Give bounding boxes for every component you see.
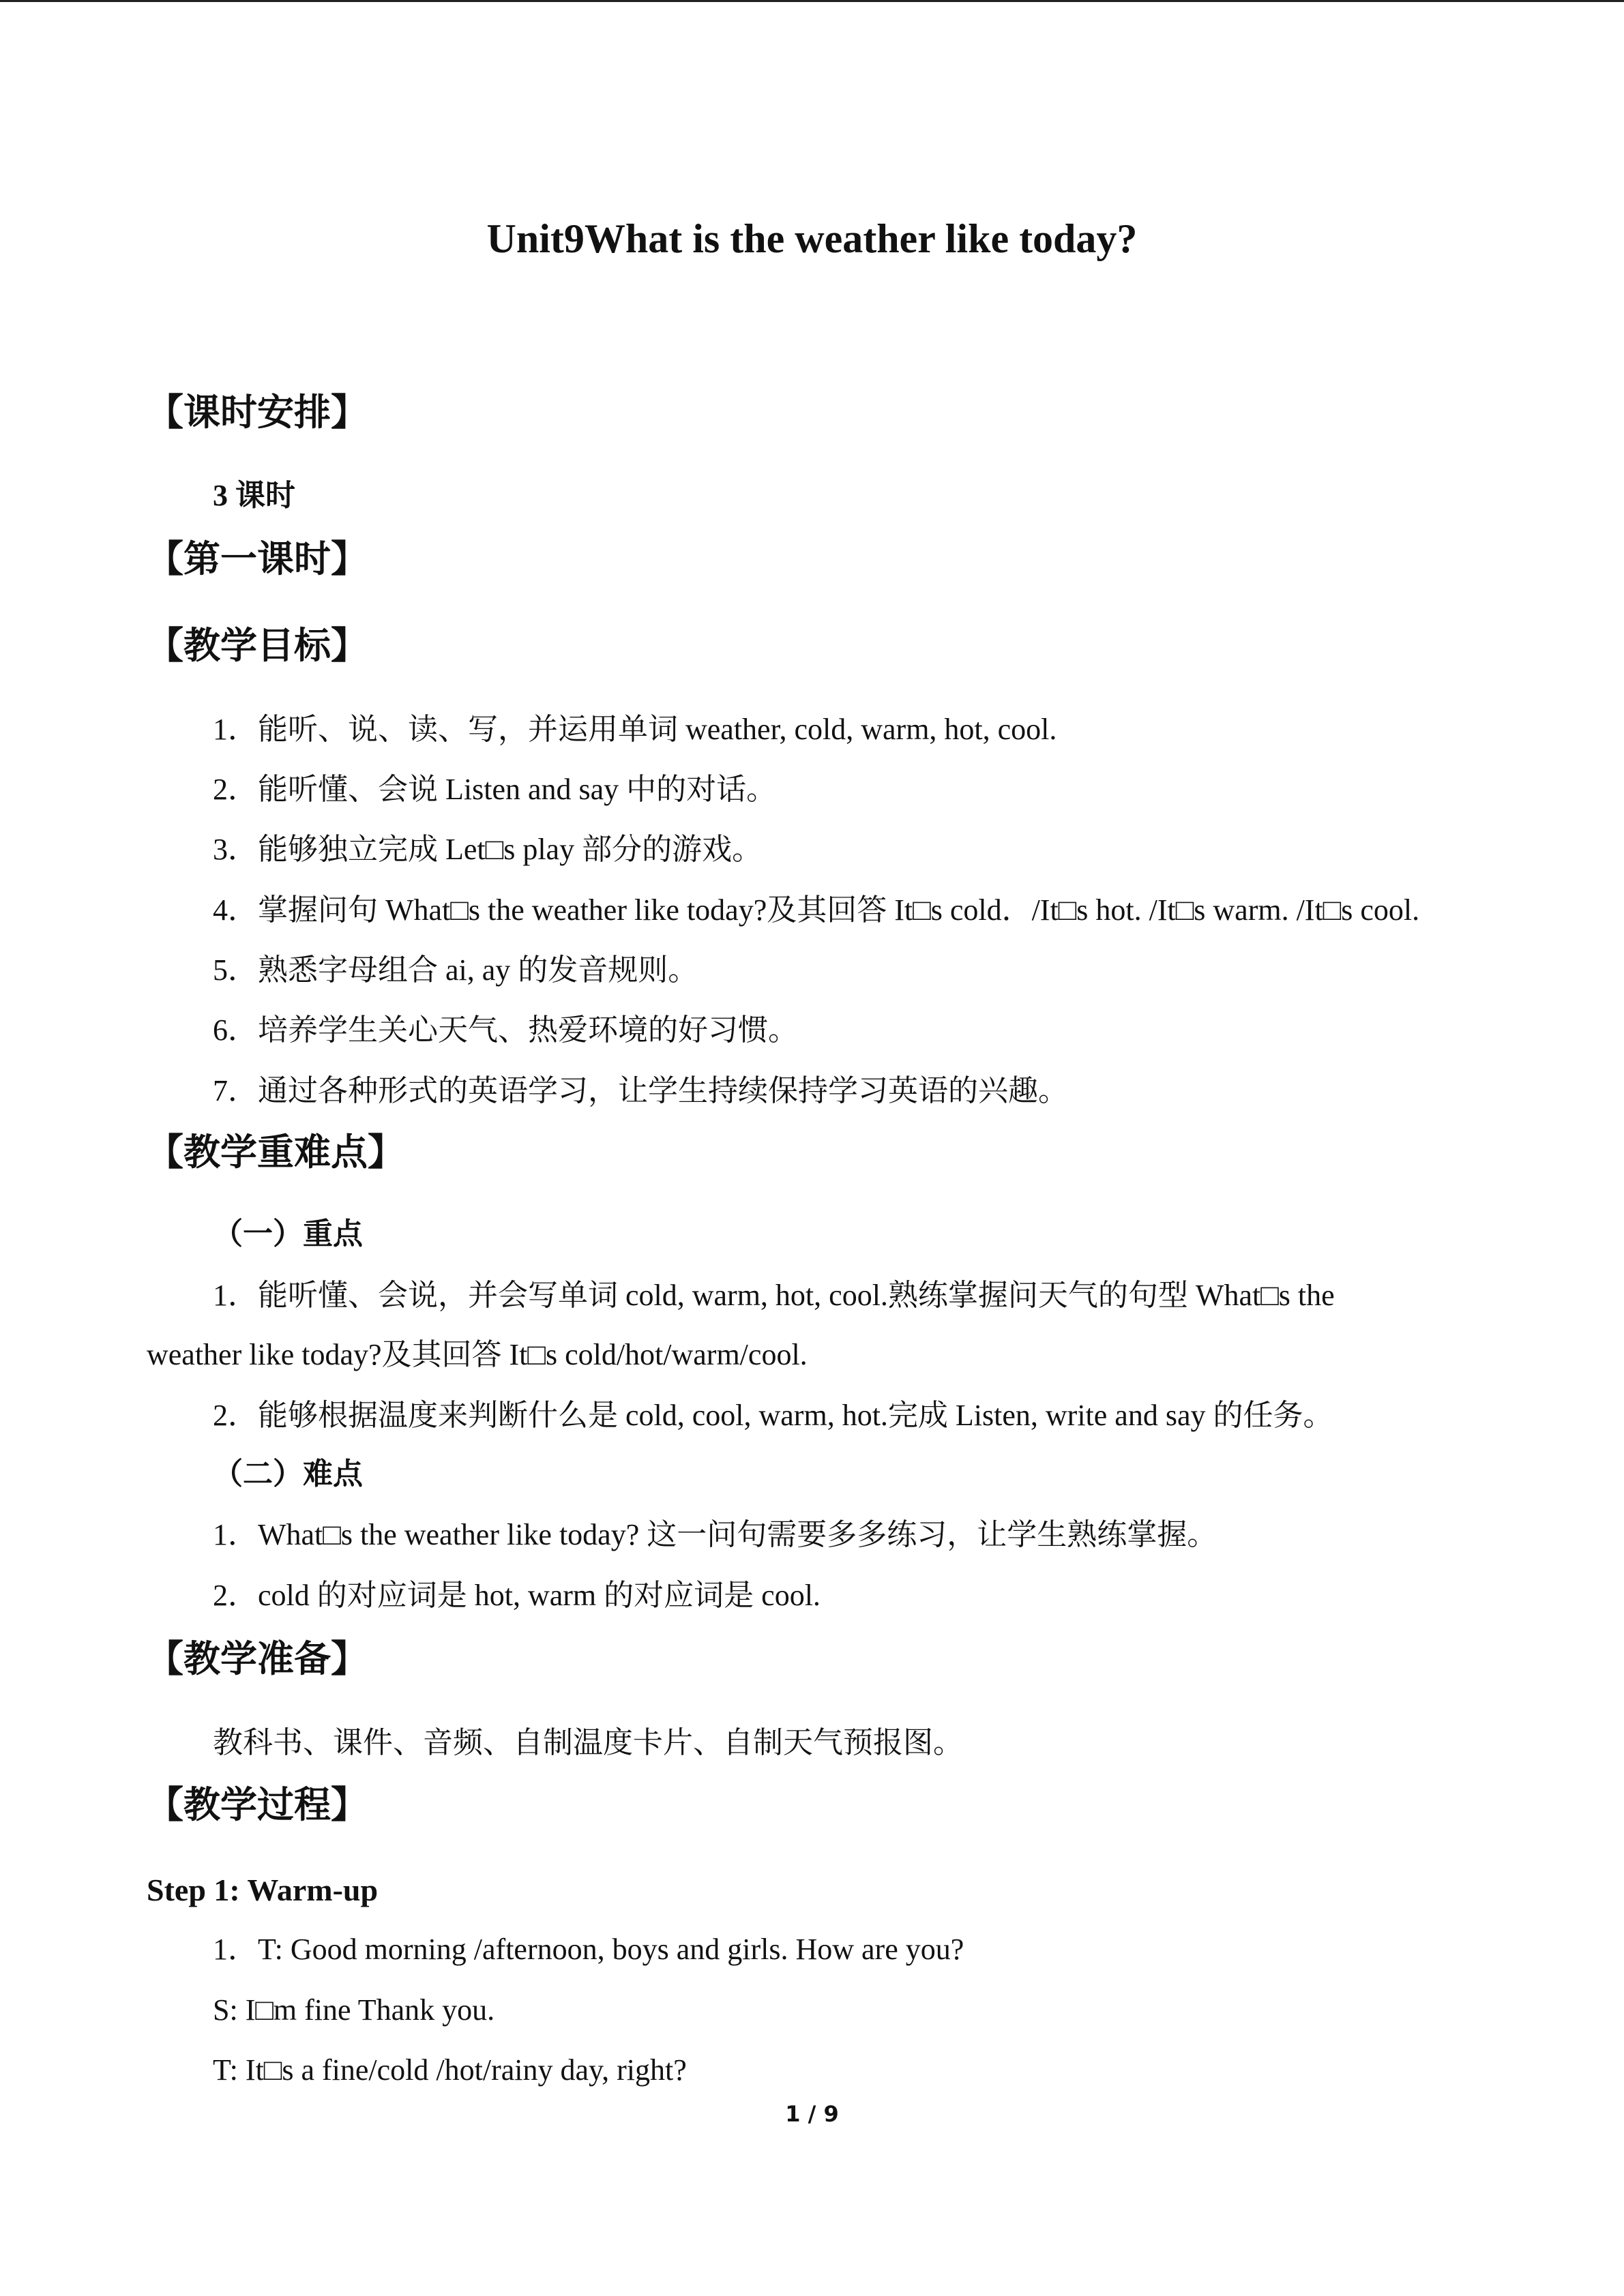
- objective-item: 1．能听、说、读、写，并运用单词 weather, cold, warm, hot, cool.: [213, 713, 1057, 746]
- difficulty-subheading: （二）难点: [213, 1457, 363, 1491]
- key-item-2: 2．能够根据温度来判断什么是 cold, cool, warm, hot.完成 Listen, write and say 的任务。: [213, 1399, 1333, 1432]
- schedule-value: 3 课时: [213, 479, 295, 512]
- objective-item: 7．通过各种形式的英语学习，让学生持续保持学习英语的兴趣。: [213, 1074, 1068, 1107]
- dialogue-line: S: I□m fine Thank you.: [213, 1993, 495, 2027]
- objective-item: 4．掌握问句 What□s the weather like today?及其回答 It□s cold．/It□s hot. /It□s warm. /It□s cool.: [213, 893, 1420, 927]
- key-item-1-cont: weather like today?及其回答 It□s cold/hot/warm/cool.: [147, 1338, 808, 1371]
- objective-item: 6．培养学生关心天气、热爱环境的好习惯。: [213, 1013, 798, 1047]
- difficulty-item-1: 1．What□s the weather like today? 这一问句需要多多练习，让学生熟练掌握。: [213, 1518, 1217, 1551]
- heading-schedule: 【课时安排】: [147, 391, 368, 434]
- top-border: [0, 0, 1624, 2]
- key-subheading: （一）重点: [213, 1217, 363, 1251]
- document-title: Unit9What is the weather like today?: [486, 216, 1138, 261]
- heading-process: 【教学过程】: [147, 1783, 368, 1826]
- heading-objectives: 【教学目标】: [147, 624, 368, 667]
- dialogue-line: 1．T: Good morning /afternoon, boys and girls. How are you?: [213, 1933, 964, 1966]
- difficulty-item-2: 2．cold 的对应词是 hot, warm 的对应词是 cool.: [213, 1579, 821, 1612]
- preparation-text: 教科书、课件、音频、自制温度卡片、自制天气预报图。: [213, 1726, 963, 1759]
- step-heading: Step 1: Warm-up: [147, 1873, 379, 1907]
- dialogue-line: T: It□s a fine/cold /hot/rainy day, right?: [213, 2053, 687, 2087]
- objective-item: 5．熟悉字母组合 ai, ay 的发音规则。: [213, 953, 698, 987]
- key-item-1: 1．能听懂、会说，并会写单词 cold, warm, hot, cool.熟练掌握问天气的句型 What□s the: [213, 1279, 1335, 1312]
- heading-lesson1: 【第一课时】: [147, 537, 368, 580]
- objective-item: 3．能够独立完成 Let□s play 部分的游戏。: [213, 833, 763, 866]
- heading-preparation: 【教学准备】: [147, 1637, 368, 1680]
- heading-keypoints: 【教学重难点】: [147, 1131, 404, 1174]
- objective-item: 2．能听懂、会说 Listen and say 中的对话。: [213, 773, 777, 806]
- page-number: 1 / 9: [785, 2101, 839, 2127]
